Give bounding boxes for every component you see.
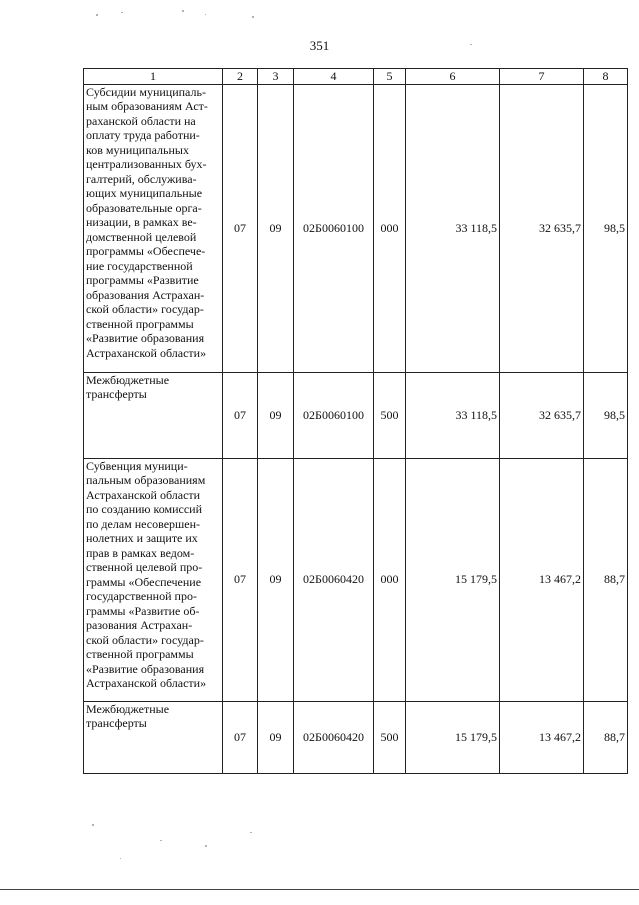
description-line: «Развитие образования — [86, 331, 205, 345]
description-line: оплату труда работни- — [86, 128, 200, 142]
description-line: ние государственной — [86, 258, 193, 273]
description-line: пальным образованиям — [86, 473, 206, 487]
scan-speck — [120, 858, 121, 859]
description-line: ской области» государ- — [86, 632, 204, 647]
executed-amount: 13 467,2 — [500, 701, 584, 773]
target-article-code: 02Б0060420 — [294, 701, 374, 773]
description-line: разования Астрахан- — [86, 618, 193, 632]
description-line: граммы «Обеспечение — [86, 574, 202, 589]
execution-percent: 98,5 — [584, 84, 628, 372]
expense-type-code: 500 — [374, 701, 406, 773]
section-code: 07 — [223, 372, 258, 458]
column-header: 2 — [223, 69, 258, 85]
execution-percent: 88,7 — [584, 701, 628, 773]
page-bottom-rule — [0, 889, 639, 890]
description-line: прав в рамках ведом- — [86, 545, 195, 560]
table-row — [84, 84, 628, 372]
subsection-code: 09 — [258, 701, 294, 773]
subsection-code: 09 — [258, 458, 294, 701]
description-line: ным образованиям Аст- — [86, 99, 208, 113]
scan-speck — [470, 44, 472, 45]
scan-speck — [160, 840, 162, 841]
column-header: 3 — [258, 69, 294, 85]
scan-speck — [205, 14, 206, 15]
target-article-code: 02Б0060100 — [294, 372, 374, 458]
scan-speck — [205, 845, 207, 847]
description-line: Межбюджетные — [86, 372, 170, 387]
description-line: образования Астрахан- — [86, 287, 205, 302]
scan-speck — [121, 12, 123, 13]
description-line: Астраханской области» — [86, 345, 207, 360]
row-description — [84, 84, 223, 372]
description-line: ющих муниципальные — [86, 186, 203, 200]
section-code: 07 — [223, 701, 258, 773]
subsection-code: 09 — [258, 372, 294, 458]
description-line: ственной программы — [86, 647, 194, 661]
scan-speck — [250, 832, 252, 833]
scan-speck — [182, 10, 184, 12]
expense-type-code: 000 — [374, 458, 406, 701]
description-line: Субвенция муници- — [86, 458, 188, 473]
description-line: по созданию комиссий — [86, 502, 203, 516]
description-line: галтерий, обслужива- — [86, 171, 197, 186]
description-line: нолетних и защите их — [86, 531, 198, 545]
description-line: программы «Обеспече- — [86, 244, 206, 258]
description-line: по делам несовершен- — [86, 516, 201, 531]
description-line: ской области» государ- — [86, 302, 204, 316]
scan-speck — [252, 16, 254, 18]
table-row — [84, 458, 628, 701]
executed-amount: 13 467,2 — [500, 458, 584, 701]
section-code: 07 — [223, 84, 258, 372]
table-header-row — [84, 69, 628, 85]
description-line: «Развитие образования — [86, 661, 205, 676]
planned-amount: 33 118,5 — [406, 84, 500, 372]
row-description — [84, 458, 223, 701]
description-line: трансферты — [86, 716, 147, 730]
executed-amount: 32 635,7 — [500, 84, 584, 372]
budget-table — [83, 68, 628, 774]
column-header: 1 — [84, 69, 223, 85]
description-line: ственной программы — [86, 316, 194, 331]
section-code: 07 — [223, 458, 258, 701]
execution-percent: 98,5 — [584, 372, 628, 458]
description-line: программы «Развитие — [86, 273, 199, 287]
target-article-code: 02Б0060420 — [294, 458, 374, 701]
description-line: централизованных бух- — [86, 157, 207, 171]
column-header: 5 — [374, 69, 406, 85]
expense-type-code: 500 — [374, 372, 406, 458]
page-number: 351 — [309, 38, 330, 53]
description-line: Астраханской области — [86, 487, 201, 502]
planned-amount: 33 118,5 — [406, 372, 500, 458]
description-line: раханской области на — [86, 113, 196, 128]
description-line: домственной целевой — [86, 229, 197, 244]
planned-amount: 15 179,5 — [406, 701, 500, 773]
description-line: Астраханской области» — [86, 676, 207, 690]
description-line: трансферты — [86, 387, 147, 401]
table-row — [84, 372, 628, 458]
scan-speck — [96, 14, 98, 16]
subsection-code: 09 — [258, 84, 294, 372]
description-line: Межбюджетные — [86, 701, 170, 716]
scan-speck — [92, 824, 94, 826]
description-line: государственной про- — [86, 589, 197, 603]
description-line: образовательные орга- — [86, 200, 202, 215]
planned-amount: 15 179,5 — [406, 458, 500, 701]
row-description — [84, 701, 223, 773]
executed-amount: 32 635,7 — [500, 372, 584, 458]
column-header: 8 — [584, 69, 628, 85]
row-description — [84, 372, 223, 458]
column-header: 6 — [406, 69, 500, 85]
description-line: ков муниципальных — [86, 142, 189, 157]
column-header: 7 — [500, 69, 584, 85]
expense-type-code: 000 — [374, 84, 406, 372]
description-line: Субсидии муниципаль- — [86, 84, 206, 99]
description-line: граммы «Развитие об- — [86, 603, 200, 618]
target-article-code: 02Б0060100 — [294, 84, 374, 372]
table-row — [84, 701, 628, 773]
execution-percent: 88,7 — [584, 458, 628, 701]
description-line: ственной целевой про- — [86, 560, 203, 574]
description-line: низации, в рамках ве- — [86, 215, 197, 229]
column-header: 4 — [294, 69, 374, 85]
